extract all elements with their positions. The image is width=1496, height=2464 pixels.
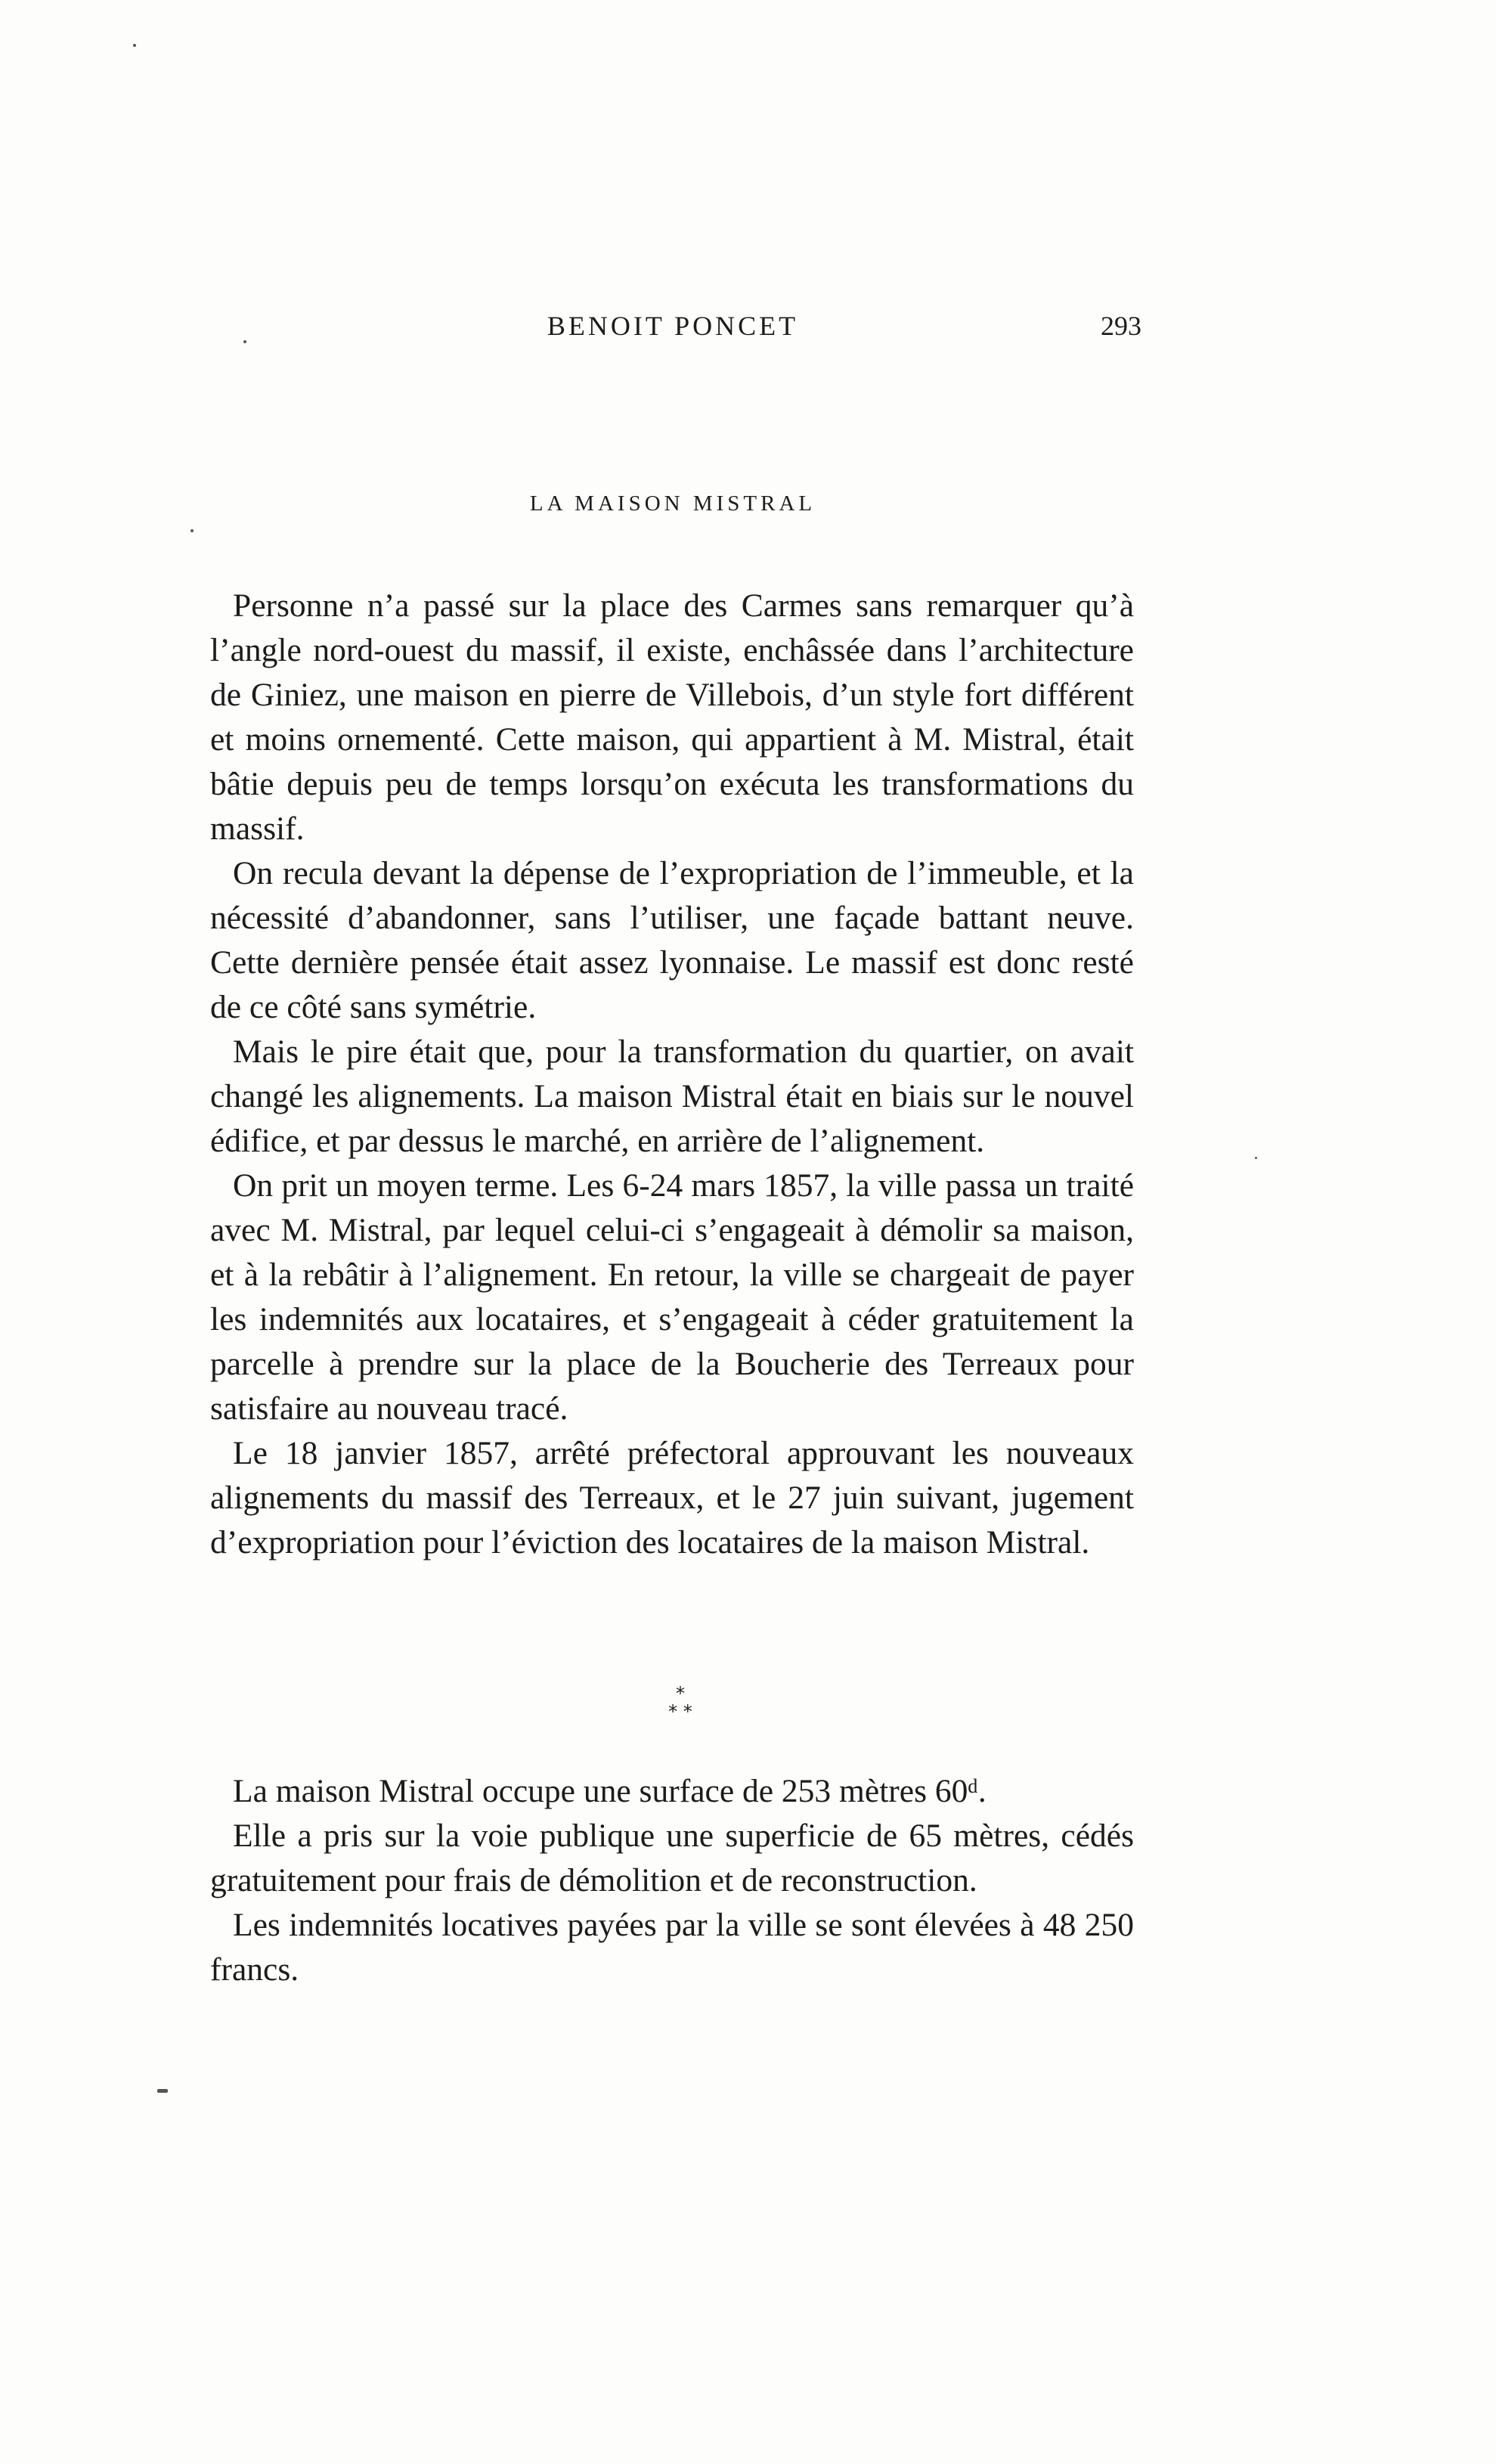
speck: [190, 529, 194, 532]
running-head: [204, 310, 1141, 355]
body-text-continued: [210, 1769, 1134, 1992]
page-number: 293: [1101, 311, 1141, 341]
paragraph: Elle a pris sur la voie publique une superficie de 65 mètres, cédés gratuitement pour frais de démolition et de reconstruction.: [210, 1818, 1134, 1898]
speck: [157, 2089, 168, 2093]
paragraph: La maison Mistral occupe une surface de 253 mètres 60ᵈ.: [233, 1773, 986, 1809]
asterism-top-star: *: [676, 1683, 685, 1704]
speck: [133, 44, 136, 47]
speck: [243, 340, 246, 343]
running-title: BENOIT PONCET: [547, 311, 799, 341]
body-text: [210, 584, 1134, 1565]
section-title: LA MAISON MISTRAL: [529, 491, 816, 516]
asterism-bottom-stars: * *: [668, 1701, 692, 1722]
paragraph: Mais le pire était que, pour la transformation du quartier, on avait changé les alignements. La maison Mistral était en biais sur le nouvel édifice, et par dessus le marché, en arrière de l’alignement.: [210, 1034, 1134, 1159]
paragraph: Personne n’a passé sur la place des Carmes sans remarquer qu’à l’angle nord-ouest du massif, il existe, enchâssée dans l’architecture de Giniez, une maison en pierre de Villebois, d’un style fort différent et moins ornementé. Cette maison, qui appartient à M. Mistral, était bâtie depuis peu de temps lorsqu’on exécuta les transformations du massif.: [210, 587, 1134, 847]
paragraph: On prit un moyen terme. Les 6-24 mars 1857, la ville passa un traité avec M. Mistral, par lequel celui-ci s’engageait à démolir sa maison, et à la rebâtir à l’alignement. En retour, la ville se chargeait de payer les indemnités aux locataires, et s’engageait à céder gratuitement la parcelle à prendre sur la place de la Boucherie des Terreaux pour satisfaire au nouveau tracé.: [210, 1167, 1134, 1427]
asterism-separator: [627, 1685, 733, 1745]
paragraph: On recula devant la dépense de l’expropriation de l’immeuble, et la nécessité d’abandonner, sans l’utiliser, une façade battant neuve. Cette dernière pensée était assez lyonnaise. Le massif est donc resté de ce côté sans symétrie.: [210, 855, 1134, 1025]
speck: [1255, 1157, 1257, 1159]
paragraph: Le 18 janvier 1857, arrêté préfectoral approuvant les nouveaux alignements du massif des Terreaux, et le 27 juin suivant, jugement d’expropriation pour l’éviction des locataires de la maison Mistral.: [210, 1435, 1134, 1561]
paragraph: Les indemnités locatives payées par la ville se sont élevées à 48 250 francs.: [210, 1907, 1134, 1988]
